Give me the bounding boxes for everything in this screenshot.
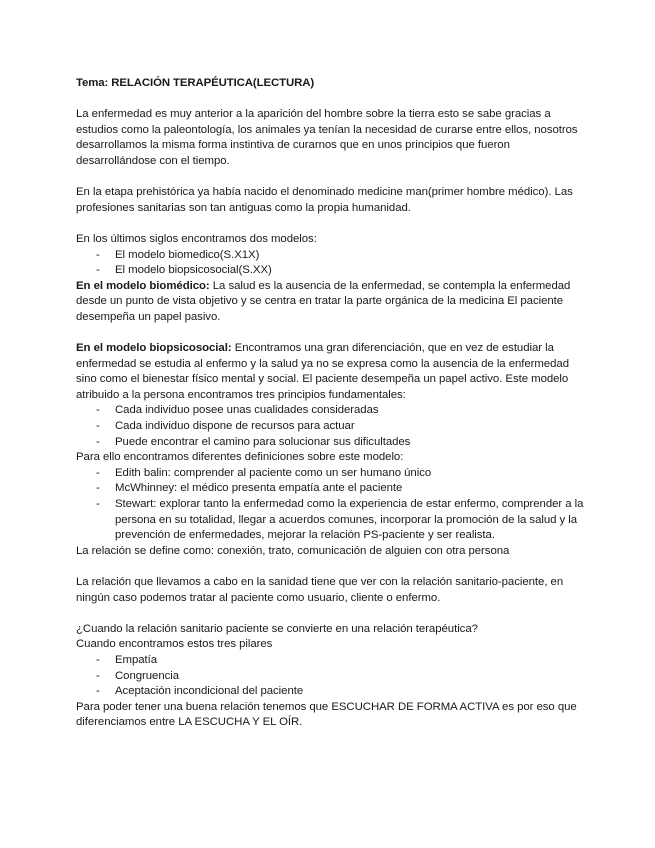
spacer (76, 559, 591, 575)
spacer (76, 92, 591, 108)
principles-list (76, 403, 591, 450)
dash-marker: - (96, 653, 100, 666)
list-item: - Puede encontrar el camino para solucionar sus dificultades (76, 435, 591, 451)
pillars-intro: Cuando encontramos estos tres pilares (76, 638, 273, 651)
dash-marker: - (96, 466, 100, 479)
definitions-list (76, 466, 591, 544)
list-item: - Empatía (76, 653, 591, 669)
closing-paragraph: Para poder tener una buena relación tenemos que ESCUCHAR DE FORMA ACTIVA es por eso que diferenciamos entre LA ESCUCHA Y EL OÍR. (76, 700, 577, 729)
dash-marker: - (96, 248, 100, 261)
biomedical-text: La salud es la ausencia de la enfermedad, se contempla la enfermedad desde un punto de vista objetivo y se centra en tratar la parte orgánica de la medicina El paciente desempeña un papel pasivo. (76, 279, 571, 323)
title-label: Tema: (76, 77, 109, 89)
models-intro: En los últimos siglos encontramos dos modelos: (76, 232, 317, 245)
dash-marker: - (96, 420, 100, 433)
biopsychosocial-text: Encontramos una gran diferenciación, que en vez de estudiar la enfermedad se estudia al enfermo y la salud ya no se expresa como la ausencia de la enfermedad sino como el bienestar físico mental y social. El paciente desempeña un papel activo. Este modelo atribuido a la persona encontramos tres principios fundamentales: (76, 342, 569, 401)
prehistory-paragraph: En la etapa prehistórica ya había nacido el denominado medicine man(primer hombre médico). Las profesiones sanitarias son tan antiguas como la propia humanidad. (76, 186, 573, 214)
dash-marker: - (96, 685, 100, 698)
list-item: - Edith balin: comprender al paciente como un ser humano único (76, 466, 591, 482)
biomedical-paragraph (76, 279, 591, 326)
biopsychosocial-paragraph (76, 341, 591, 403)
spacer (76, 216, 591, 232)
list-item: - Aceptación incondicional del paciente (76, 684, 591, 700)
models-list (76, 248, 591, 279)
sanitary-paragraph: La relación que llevamos a cabo en la sanidad tiene que ver con la relación sanitario-paciente, en ningún caso podemos tratar al paciente como usuario, cliente o enfermo. (76, 576, 564, 604)
list-item: - Stewart: explorar tanto la enfermedad como la experiencia de estar enfermo, comprender a la persona en su totalidad, llegar a acuerdos comunes, incorporar la promoción de la salud y la prevención de enfermedades, mejorar la relación PS-paciente y ser realista. (96, 498, 584, 542)
dash-marker: - (96, 669, 100, 682)
list-item: - El modelo biomedico(S.X1X) (76, 248, 591, 264)
biopsychosocial-heading: En el modelo biopsicosocial: (76, 342, 232, 355)
pillars-list (76, 653, 591, 700)
question-text: ¿Cuando la relación sanitario paciente se convierte en una relación terapéutica? (76, 622, 478, 635)
spacer (76, 606, 591, 622)
definitions-intro: Para ello encontramos diferentes definiciones sobre este modelo: (76, 451, 404, 464)
list-item: - Congruencia (76, 669, 591, 685)
intro-paragraph: La enfermedad es muy anterior a la aparición del hombre sobre la tierra esto se sabe gracias a estudios como la paleontología, los animales ya tenían la necesidad de curarse entre ellos, nosotros desarrollamos la misma forma instintiva de curarnos que en unos principios que fueron desarrollándose con el tiempo. (76, 108, 578, 167)
dash-marker: - (96, 264, 100, 277)
list-item: - Cada individuo dispone de recursos para actuar (76, 419, 591, 435)
dash-marker: - (96, 435, 100, 448)
list-item: - Cada individuo posee unas cualidades consideradas (76, 403, 591, 419)
list-item: - El modelo biopsicosocial(S.XX) (76, 263, 591, 279)
list-item: - McWhinney: el médico presenta empatía ante el paciente (76, 481, 591, 497)
spacer (76, 326, 591, 342)
relation-definition: La relación se define como: conexión, trato, comunicación de alguien con otra persona (76, 544, 510, 557)
document-body (76, 76, 591, 731)
dash-marker: - (96, 482, 100, 495)
spacer (76, 170, 591, 186)
dash-marker: - (96, 498, 100, 511)
title-text: RELACIÓN TERAPÉUTICA(LECTURA) (111, 77, 315, 89)
page-title (76, 76, 591, 92)
biomedical-heading: En el modelo biomédico: (76, 279, 210, 292)
dash-marker: - (96, 404, 100, 417)
